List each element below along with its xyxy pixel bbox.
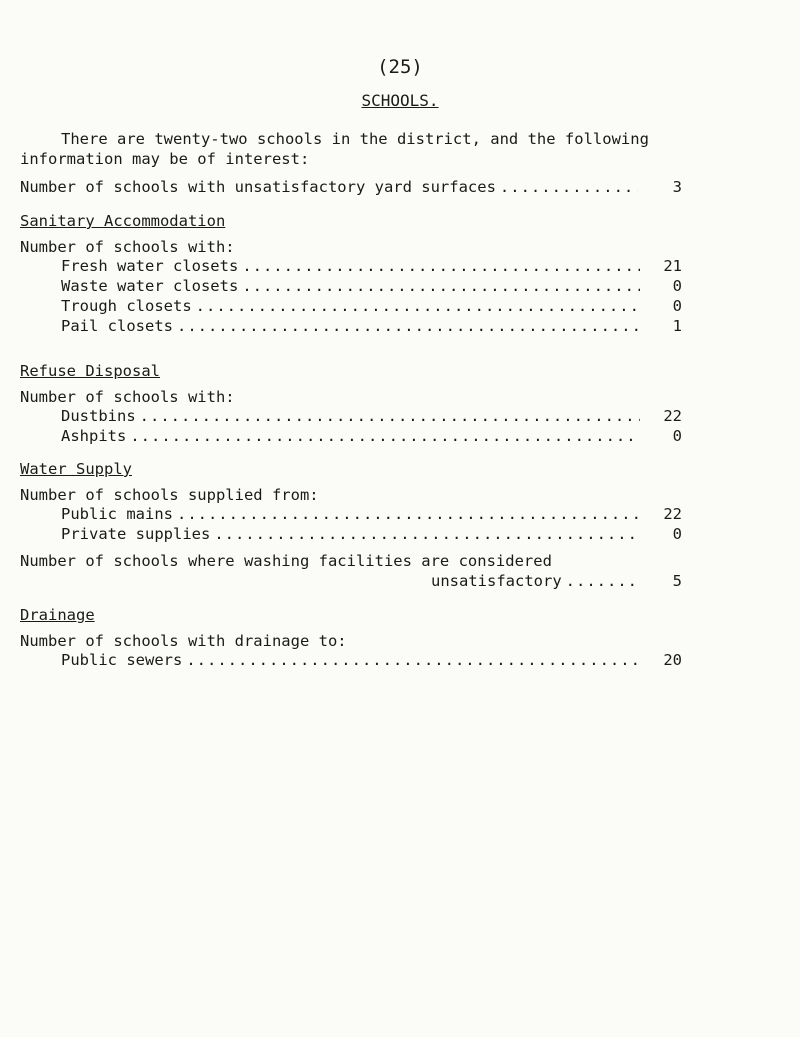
refuse-heading: Refuse Disposal: [20, 362, 160, 380]
sanitary-row: Pail closets .....: [61, 317, 640, 337]
sanitary-intro: Number of schools with:: [20, 238, 235, 256]
refuse-value: 0: [672, 427, 682, 445]
drainage-row: Public sewers .....: [61, 651, 640, 671]
sanitary-heading: Sanitary Accommodation: [20, 212, 226, 230]
water-value: 0: [672, 525, 682, 543]
sanitary-row: Waste water closets .....: [61, 277, 640, 297]
water-heading: Water Supply: [20, 460, 132, 478]
washing-row: unsatisfactory .....: [431, 572, 640, 592]
sanitary-row: Fresh water closets .....: [61, 257, 640, 277]
page-number: (25): [377, 56, 423, 78]
intro-line-1: There are twenty-two schools in the district, and the following: [61, 130, 649, 148]
yard-surfaces-row: Number of schools with unsatisfactory yard surfaces .....: [20, 178, 638, 198]
washing-line-1: Number of schools where washing facilities are considered: [20, 552, 552, 570]
yard-surfaces-value: 3: [672, 178, 682, 196]
refuse-intro: Number of schools with:: [20, 388, 235, 406]
refuse-value: 22: [663, 407, 682, 425]
water-intro: Number of schools supplied from:: [20, 486, 319, 504]
drainage-intro: Number of schools with drainage to:: [20, 632, 347, 650]
water-row: Private supplies .....: [61, 525, 640, 545]
washing-value: 5: [672, 572, 682, 590]
water-value: 22: [663, 505, 682, 523]
sanitary-row: Trough closets .....: [61, 297, 640, 317]
drainage-heading: Drainage: [20, 606, 95, 624]
water-row: Public mains .....: [61, 505, 640, 525]
refuse-row: Ashpits .....: [61, 427, 640, 447]
intro-line-2: information may be of interest:: [20, 150, 310, 168]
drainage-value: 20: [663, 651, 682, 669]
sanitary-value: 21: [663, 257, 682, 275]
sanitary-value: 0: [672, 297, 682, 315]
page-title: SCHOOLS.: [361, 91, 439, 110]
sanitary-value: 0: [672, 277, 682, 295]
sanitary-value: 1: [672, 317, 682, 335]
refuse-row: Dustbins .....: [61, 407, 640, 427]
